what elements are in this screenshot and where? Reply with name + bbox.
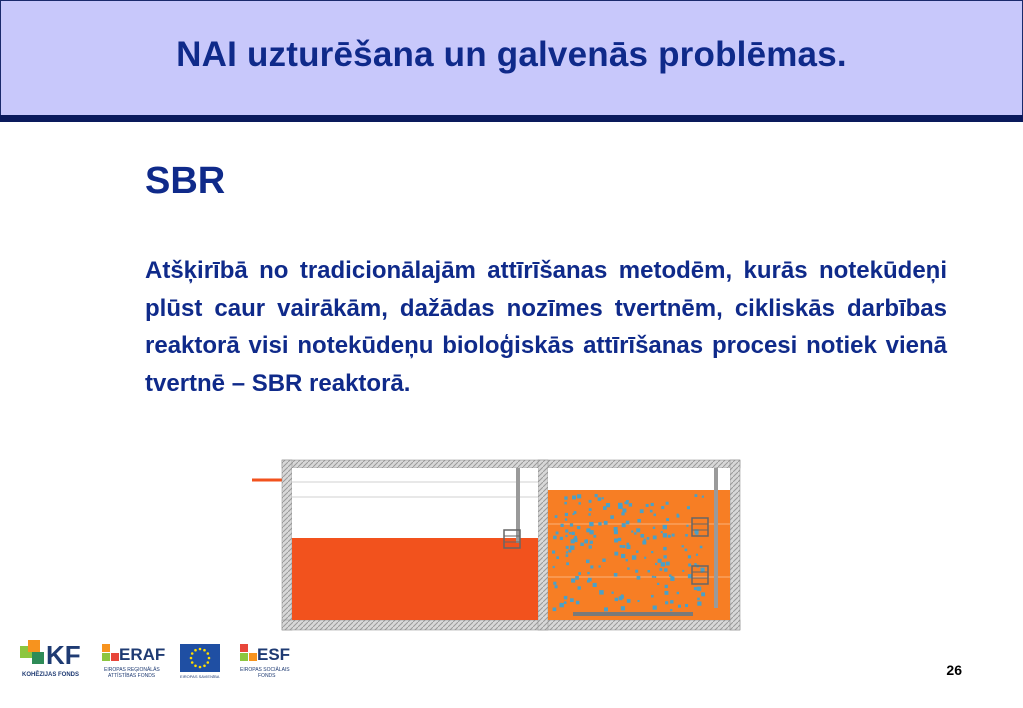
aeration-bubble (641, 534, 645, 538)
aeration-bubble (702, 496, 704, 498)
aeration-bubble (678, 605, 681, 608)
aeration-bubble (564, 502, 567, 505)
aeration-bubble (627, 543, 630, 546)
aeration-bubble (697, 602, 701, 606)
aeration-bubble (638, 600, 640, 602)
aeration-bubble (661, 562, 665, 566)
aeration-bubble (661, 506, 664, 509)
eu-star-icon (208, 657, 211, 660)
tank-left-wall (282, 460, 292, 630)
aeration-bubble (612, 592, 614, 594)
aeration-bubble (553, 582, 556, 585)
aeration-bubble (621, 554, 625, 558)
aeration-bubble (635, 570, 638, 573)
aeration-bubble (650, 510, 653, 513)
aeration-bubble (602, 559, 605, 562)
aeration-bubble (670, 577, 674, 581)
aeration-bubble (621, 594, 623, 596)
aeration-bubble (621, 606, 625, 610)
aeration-bubble (664, 555, 667, 558)
aeration-bubble (560, 537, 563, 540)
aeration-bubble (572, 496, 576, 500)
eu-flag-caption: EIROPAS SAVIENĪBA (180, 674, 220, 679)
aeration-bubble (564, 496, 567, 499)
eu-flag-logo (180, 644, 220, 679)
aeration-bubble (578, 572, 581, 575)
aeration-bubble (555, 585, 558, 588)
aerator-bar (573, 612, 693, 616)
eu-star-icon (190, 657, 193, 660)
aeration-bubble (670, 600, 673, 603)
aeration-bubble (589, 522, 593, 526)
aeration-bubble (651, 595, 654, 598)
aeration-bubble (553, 608, 557, 612)
aeration-bubble (665, 601, 668, 604)
aeration-bubble (695, 494, 698, 497)
left-chamber-air (292, 468, 538, 538)
esf-logo (240, 644, 290, 679)
aeration-bubble (589, 545, 592, 548)
aeration-bubble (663, 533, 667, 537)
footer-logos (18, 636, 308, 686)
aeration-bubble (653, 527, 655, 529)
aeration-bubble (566, 546, 569, 549)
slide-header (0, 0, 1023, 115)
kf-logo-caption: KOHĒZIJAS FONDS (22, 672, 80, 678)
aeration-bubble (598, 522, 601, 525)
aeration-bubble (694, 563, 696, 565)
tank-right-wall (730, 460, 740, 630)
aeration-bubble (701, 592, 705, 596)
tank-divider-wall (538, 460, 548, 630)
aeration-bubble (552, 551, 555, 554)
aeration-bubble (555, 515, 558, 518)
aeration-bubble (700, 546, 703, 549)
aeration-bubble (682, 545, 684, 547)
aeration-bubble (565, 529, 568, 532)
aeration-bubble (590, 541, 593, 544)
eraf-logo (102, 644, 165, 679)
aeration-bubble (636, 528, 640, 532)
aeration-bubble (588, 513, 590, 515)
esf-caption-line2: FONDS (258, 673, 276, 679)
aeration-bubble (589, 508, 592, 511)
aeration-bubble (655, 563, 657, 565)
aeration-bubble (603, 506, 607, 510)
body-paragraph: Atšķirībā no tradicionālajām attīrīšanas metodēm, kurās notekūdeņi plūst caur vairākām, dažādas nozīmes tvertnēm, cikliskās darbības reaktorā visi notekūdeņu bioloģiskās attīrīšanas procesi notiek vienā tvertnē – SBR reaktorā. (145, 257, 947, 397)
aeration-bubble (615, 598, 618, 601)
aeration-bubble (677, 592, 679, 594)
aeration-bubble (614, 552, 618, 556)
aeration-bubble (580, 543, 583, 546)
aeration-bubble (566, 562, 569, 565)
aeration-bubble (602, 497, 604, 499)
aeration-bubble (685, 604, 688, 607)
aeration-bubble (573, 538, 577, 542)
aeration-bubble (642, 541, 646, 545)
aeration-bubble (589, 500, 592, 503)
aeration-bubble (599, 565, 601, 567)
aeration-bubble (665, 591, 669, 595)
aeration-bubble (685, 549, 688, 552)
aeration-bubble (570, 598, 574, 602)
aeration-bubble (626, 521, 630, 525)
aeration-bubble (626, 559, 628, 561)
aeration-bubble (572, 532, 575, 535)
aeration-bubble (586, 529, 589, 532)
tank-top-wall (282, 460, 740, 468)
aeration-bubble (564, 596, 568, 600)
aeration-bubble (632, 555, 636, 559)
aeration-bubble (569, 532, 571, 534)
aeration-bubble (586, 539, 588, 541)
aeration-bubble (651, 551, 653, 553)
aeration-bubble (666, 562, 670, 566)
aeration-bubble (621, 512, 624, 515)
aeration-bubble (624, 502, 626, 504)
aeration-bubble (686, 525, 688, 527)
aeration-bubble (579, 502, 581, 504)
aeration-bubble (587, 572, 589, 574)
aeration-bubble (620, 545, 623, 548)
aeration-bubble (595, 494, 598, 497)
aeration-bubble (576, 601, 580, 605)
aeration-bubble (640, 509, 644, 513)
aeration-bubble (627, 599, 631, 603)
eraf-caption-line2: ATTĪSTĪBAS FONDS (108, 673, 156, 679)
aeration-bubble (666, 518, 669, 521)
aeration-bubble (668, 535, 671, 538)
aeration-bubble (575, 576, 579, 580)
aeration-bubble (657, 583, 659, 585)
aeration-bubble (651, 503, 654, 506)
aeration-bubble (654, 514, 657, 517)
page-number: 26 (946, 662, 962, 678)
kf-logo (20, 640, 81, 678)
aeration-bubble (619, 596, 623, 600)
aeration-bubble (627, 545, 630, 548)
aeration-bubble (610, 515, 614, 519)
sbr-tank-diagram (248, 452, 748, 632)
aeration-bubble (570, 523, 573, 526)
aeration-bubble (648, 570, 651, 573)
aeration-bubble (571, 579, 575, 583)
aeration-bubble (647, 537, 650, 540)
aeration-bubble (622, 523, 626, 527)
aeration-bubble (604, 607, 608, 611)
aeration-bubble (577, 526, 580, 529)
aeration-bubble (589, 530, 593, 534)
eraf-logo-mark: ERAF (119, 645, 166, 664)
aeration-bubble (653, 536, 657, 540)
aeration-bubble (670, 609, 672, 611)
aeration-bubble (553, 566, 555, 568)
right-chamber-air (548, 468, 730, 490)
aeration-bubble (664, 568, 667, 571)
aeration-bubble (682, 570, 684, 572)
aeration-bubble (654, 576, 656, 578)
esf-logo-mark: ESF (257, 645, 291, 664)
eu-star-icon (203, 649, 206, 652)
aeration-bubble (614, 573, 618, 577)
aeration-bubble (578, 586, 581, 589)
aeration-bubble (560, 603, 564, 607)
aeration-bubble (566, 551, 568, 553)
aeration-bubble (629, 503, 633, 507)
header-divider (0, 115, 1023, 122)
eu-star-icon (203, 665, 206, 668)
aeration-bubble (614, 530, 618, 534)
eu-star-icon (191, 652, 194, 655)
aeration-bubble (568, 550, 571, 553)
aeration-bubble (644, 557, 646, 559)
eu-star-icon (194, 649, 197, 652)
aeration-bubble (614, 539, 618, 543)
eu-star-icon (199, 666, 202, 669)
aeration-bubble (604, 521, 608, 525)
aeration-bubble (577, 494, 581, 498)
aeration-bubble (565, 518, 567, 520)
aeration-bubble (570, 546, 574, 550)
aeration-bubble (631, 531, 633, 533)
tank-bottom-wall (282, 620, 740, 630)
slide-title: NAI uzturēšana un galvenās problēmas. (176, 35, 847, 74)
section-title: SBR (145, 160, 226, 202)
aeration-bubble (672, 534, 675, 537)
aeration-bubble (561, 524, 564, 527)
aeration-bubble (677, 515, 680, 518)
aeration-bubble (565, 513, 568, 516)
aeration-bubble (622, 545, 625, 548)
aeration-bubble (694, 587, 697, 590)
aeration-bubble (553, 536, 557, 540)
aeration-bubble (653, 606, 657, 610)
aeration-bubble (637, 576, 641, 580)
eraf-caption-line1: EIROPAS REĢIONĀLĀS (104, 667, 160, 673)
aeration-bubble (687, 506, 690, 509)
aeration-bubble (637, 519, 641, 523)
eu-star-icon (207, 652, 210, 655)
aeration-bubble (593, 535, 596, 538)
aeration-bubble (660, 568, 663, 571)
aeration-bubble (665, 585, 668, 588)
aeration-bubble (556, 556, 559, 559)
kf-logo-mark: KF (46, 640, 81, 670)
aeration-bubble (599, 590, 604, 595)
aeration-bubble (566, 554, 569, 557)
aeration-bubble (588, 578, 592, 582)
aeration-bubble (666, 502, 669, 505)
aeration-bubble (618, 503, 622, 507)
aeration-bubble (618, 538, 621, 541)
aeration-bubble (556, 532, 559, 535)
aeration-bubble (663, 525, 667, 529)
aeration-bubble (634, 532, 636, 534)
left-chamber-water (292, 538, 538, 620)
aeration-bubble (565, 535, 567, 537)
eu-star-icon (191, 661, 194, 664)
aeration-bubble (688, 564, 691, 567)
aeration-bubble (574, 536, 577, 539)
aeration-bubble (574, 511, 577, 514)
aeration-bubble (697, 587, 701, 591)
aeration-bubble (593, 583, 597, 587)
aeration-bubble (564, 601, 567, 604)
aeration-bubble (586, 560, 590, 564)
aeration-bubble (590, 565, 593, 568)
aeration-bubble (696, 554, 698, 556)
aeration-bubble (697, 598, 700, 601)
aeration-bubble (622, 509, 626, 513)
aeration-bubble (598, 497, 602, 501)
aeration-bubble (658, 559, 662, 563)
eu-star-icon (207, 661, 210, 664)
aeration-bubble (663, 547, 666, 550)
aeration-bubble (689, 556, 692, 559)
eu-star-icon (199, 648, 202, 651)
aeration-bubble (661, 531, 663, 533)
aeration-bubble (636, 551, 638, 553)
aeration-bubble (685, 534, 688, 537)
eu-star-icon (194, 665, 197, 668)
aeration-bubble (652, 576, 654, 578)
aeration-bubble (644, 539, 646, 541)
aeration-bubble (627, 567, 629, 569)
esf-caption-line1: EIROPAS SOCIĀLAIS (240, 667, 290, 673)
aeration-bubble (646, 504, 649, 507)
aeration-bubble (669, 574, 672, 577)
